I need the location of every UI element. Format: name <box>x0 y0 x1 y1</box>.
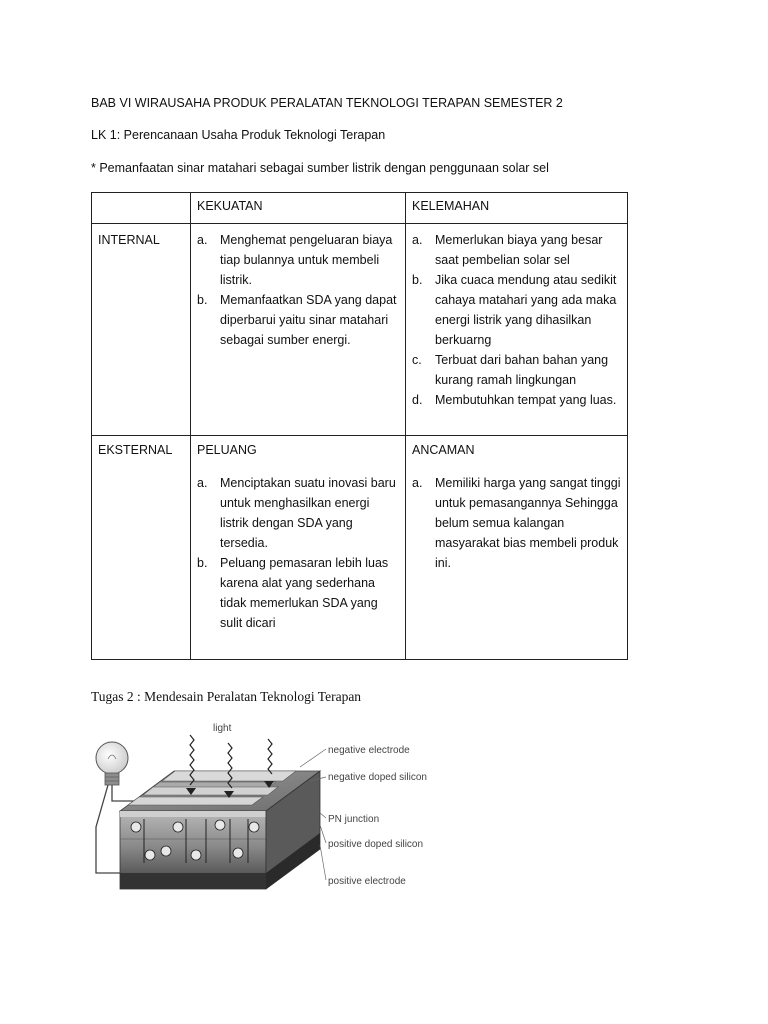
label-positive-doped-silicon: positive doped silicon <box>328 839 424 850</box>
document-heading: BAB VI WIRAUSAHA PRODUK PERALATAN TEKNOLOGI TERAPAN SEMESTER 2 <box>91 96 563 110</box>
label-positive-electrode: positive electrode <box>328 876 406 887</box>
eksternal-row <box>92 436 628 660</box>
label-negative-doped-silicon: negative doped silicon <box>328 772 427 783</box>
list-item: b. Peluang pemasaran lebih luas karena alat yang sederhana tidak memerlukan SDA yang sulit dicari <box>197 556 389 630</box>
solar-cell-diagram <box>88 715 458 900</box>
peluang-title: PELUANG <box>197 443 257 457</box>
row-label-eksternal: EKSTERNAL <box>92 436 191 660</box>
peluang-cell <box>191 436 406 660</box>
table-header-row <box>92 193 628 224</box>
electrode-strip <box>143 787 278 795</box>
ancaman-title: ANCAMAN <box>412 443 475 457</box>
list-item: d. Membutuhkan tempat yang luas. <box>412 393 617 407</box>
kekuatan-cell <box>191 224 406 436</box>
light-bulb-icon <box>96 742 128 785</box>
list-item: a. Memerlukan biaya yang besar saat pembelian solar sel <box>412 233 603 267</box>
ancaman-cell <box>406 436 628 660</box>
internal-row <box>92 224 628 436</box>
worksheet-title: LK 1: Perencanaan Usaha Produk Teknologi Terapan <box>91 128 386 142</box>
corner-cell <box>92 193 191 224</box>
list-item: b. Memanfaatkan SDA yang dapat diperbarui yaitu sinar matahari sebagai sumber energi. <box>197 293 397 347</box>
row-label-internal: INTERNAL <box>92 224 191 436</box>
list-item: b. Jika cuaca mendung atau sedikit cahaya matahari yang ada maka energi listrik yang dihasilkan berkuarng <box>412 273 617 347</box>
task-heading: Tugas 2 : Mendesain Peralatan Teknologi Terapan <box>91 689 362 704</box>
light-label: light <box>213 723 232 734</box>
kelemahan-cell <box>406 224 628 436</box>
list-item: a. Menciptakan suatu inovasi baru untuk menghasilkan energi listrik dengan SDA yang tersedia. <box>197 476 396 550</box>
electrode-strip <box>128 797 263 805</box>
topic-line: * Pemanfaatan sinar matahari sebagai sumber listrik dengan penggunaan solar sel <box>91 161 549 175</box>
header-kekuatan: KEKUATAN <box>191 193 406 224</box>
bottom-wire <box>96 785 120 873</box>
label-negative-electrode: negative electrode <box>328 745 410 756</box>
swot-table <box>91 192 628 660</box>
header-kelemahan: KELEMAHAN <box>406 193 628 224</box>
list-item: a. Menghemat pengeluaran biaya tiap bulannya untuk membeli listrik. <box>197 233 393 287</box>
list-item: a. Memiliki harga yang sangat tinggi untuk pemasangannya Sehingga belum semua kalangan masyarakat bias membeli produk ini. <box>412 476 621 570</box>
list-item: c. Terbuat dari bahan bahan yang kurang ramah lingkungan <box>412 353 609 387</box>
label-pn-junction: PN junction <box>328 814 380 825</box>
